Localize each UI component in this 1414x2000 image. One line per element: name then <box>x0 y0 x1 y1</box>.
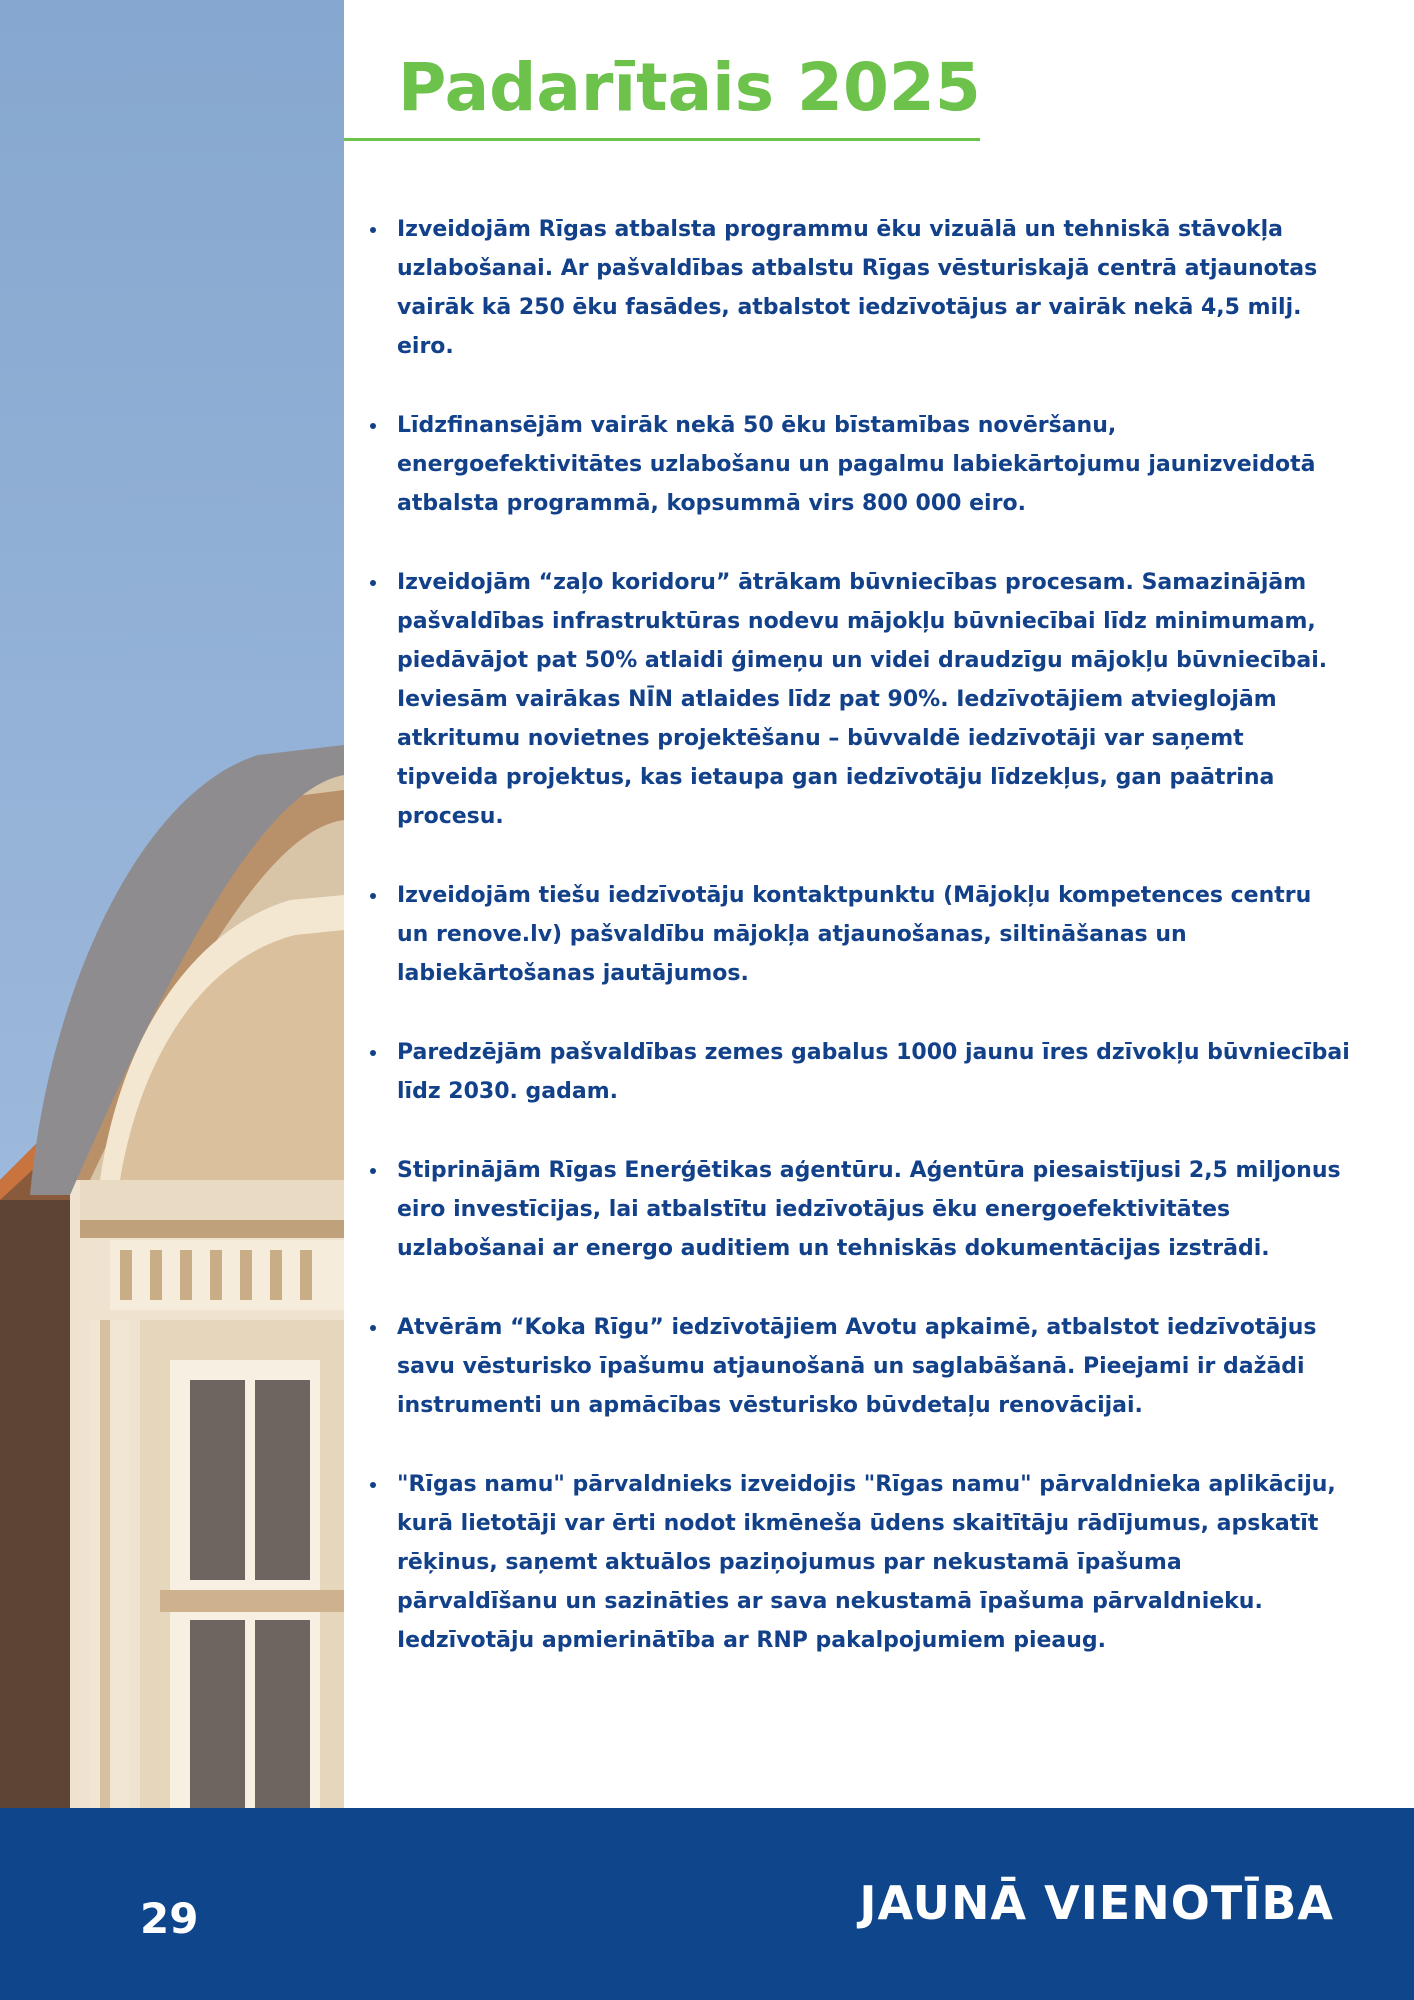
list-item <box>370 1308 1350 1425</box>
list-item <box>370 1033 1350 1111</box>
bullet-dot-icon <box>370 227 376 233</box>
list-item <box>370 210 1350 366</box>
facade-illustration <box>0 0 344 1808</box>
bullet-dot-icon <box>370 1482 376 1488</box>
list-item-text: Stiprinājām Rīgas Enerģētikas aģentūru. Aģentūra piesaistījusi 2,5 miljonus eiro investīcijas, lai atbalstītu iedzīvotājus ēku energoefektivitātes uzlabošanai ar energo auditiem un tehniskās dokumentācijas izstrādi. <box>397 1158 1341 1261</box>
bullet-dot-icon <box>370 1168 376 1174</box>
list-item <box>370 563 1350 836</box>
brand-logo-text: JAUNĀ VIENOTĪBA <box>859 1876 1334 1930</box>
accomplishments-list <box>370 210 1350 1700</box>
page-title: Padarītais 2025 <box>398 49 981 126</box>
bullet-dot-icon <box>370 580 376 586</box>
page-footer <box>0 1808 1414 2000</box>
list-item-text: "Rīgas namu" pārvaldnieks izveidojis "Rīgas namu" pārvaldnieka aplikāciju, kurā lietotāji var ērti nodot ikmēneša ūdens skaitītāju rādījumus, apskatīt rēķinus, saņemt aktuālos paziņojumus par nekustamā īpašuma pārvaldīšanu un sazināties ar sava nekustamā īpašuma pārvaldnieku. Iedzīvotāju apmierinātība ar RNP pakalpojumiem pieaug. <box>397 1472 1336 1653</box>
list-item-text: Izveidojām tiešu iedzīvotāju kontaktpunktu (Mājokļu kompetences centru un renove.lv) pašvaldību mājokļa atjaunošanas, siltināšanas un labiekārtošanas jautājumos. <box>397 883 1312 986</box>
list-item <box>370 876 1350 993</box>
list-item <box>370 1151 1350 1268</box>
list-item <box>370 1465 1350 1660</box>
list-item-text: Izveidojām Rīgas atbalsta programmu ēku vizuālā un tehniskā stāvokļa uzlabošanai. Ar pašvaldības atbalstu Rīgas vēsturiskajā centrā atjaunotas vairāk kā 250 ēku fasādes, atbalstot iedzīvotājus ar vairāk nekā 4,5 milj. eiro. <box>397 217 1318 359</box>
title-underline <box>344 138 980 141</box>
page-number: 29 <box>140 1894 199 1943</box>
facade-photo <box>0 0 344 1808</box>
list-item-text: Atvērām “Koka Rīgu” iedzīvotājiem Avotu apkaimē, atbalstot iedzīvotājus savu vēsturisko īpašumu atjaunošanā un saglabāšanā. Pieejami ir dažādi instrumenti un apmācības vēsturisko būvdetaļu renovācijai. <box>397 1315 1317 1418</box>
list-item-text: Līdzfinansējām vairāk nekā 50 ēku bīstamības novēršanu, energoefektivitātes uzlabošanu un pagalmu labiekārtojumu jaunizveidotā atbalsta programmā, kopsummā virs 800 000 eiro. <box>397 413 1316 516</box>
bullet-dot-icon <box>370 1050 376 1056</box>
bullet-dot-icon <box>370 893 376 899</box>
bullet-dot-icon <box>370 423 376 429</box>
bullet-dot-icon <box>370 1325 376 1331</box>
list-item-text: Izveidojām “zaļo koridoru” ātrākam būvniecības procesam. Samazinājām pašvaldības infrastruktūras nodevu mājokļu būvniecībai līdz minimumam, piedāvājot pat 50% atlaidi ģimeņu un videi draudzīgu mājokļu būvniecībai. Ieviesām vairākas NĪN atlaides līdz pat 90%. Iedzīvotājiem atvieglojām atkritumu novietnes projektēšanu – būvvaldē iedzīvotāji var saņemt tipveida projektus, kas ietaupa gan iedzīvotāju līdzekļus, gan paātrina procesu. <box>397 570 1328 829</box>
list-item <box>370 406 1350 523</box>
list-item-text: Paredzējām pašvaldības zemes gabalus 1000 jaunu īres dzīvokļu būvniecībai līdz 2030. gadam. <box>397 1040 1350 1104</box>
